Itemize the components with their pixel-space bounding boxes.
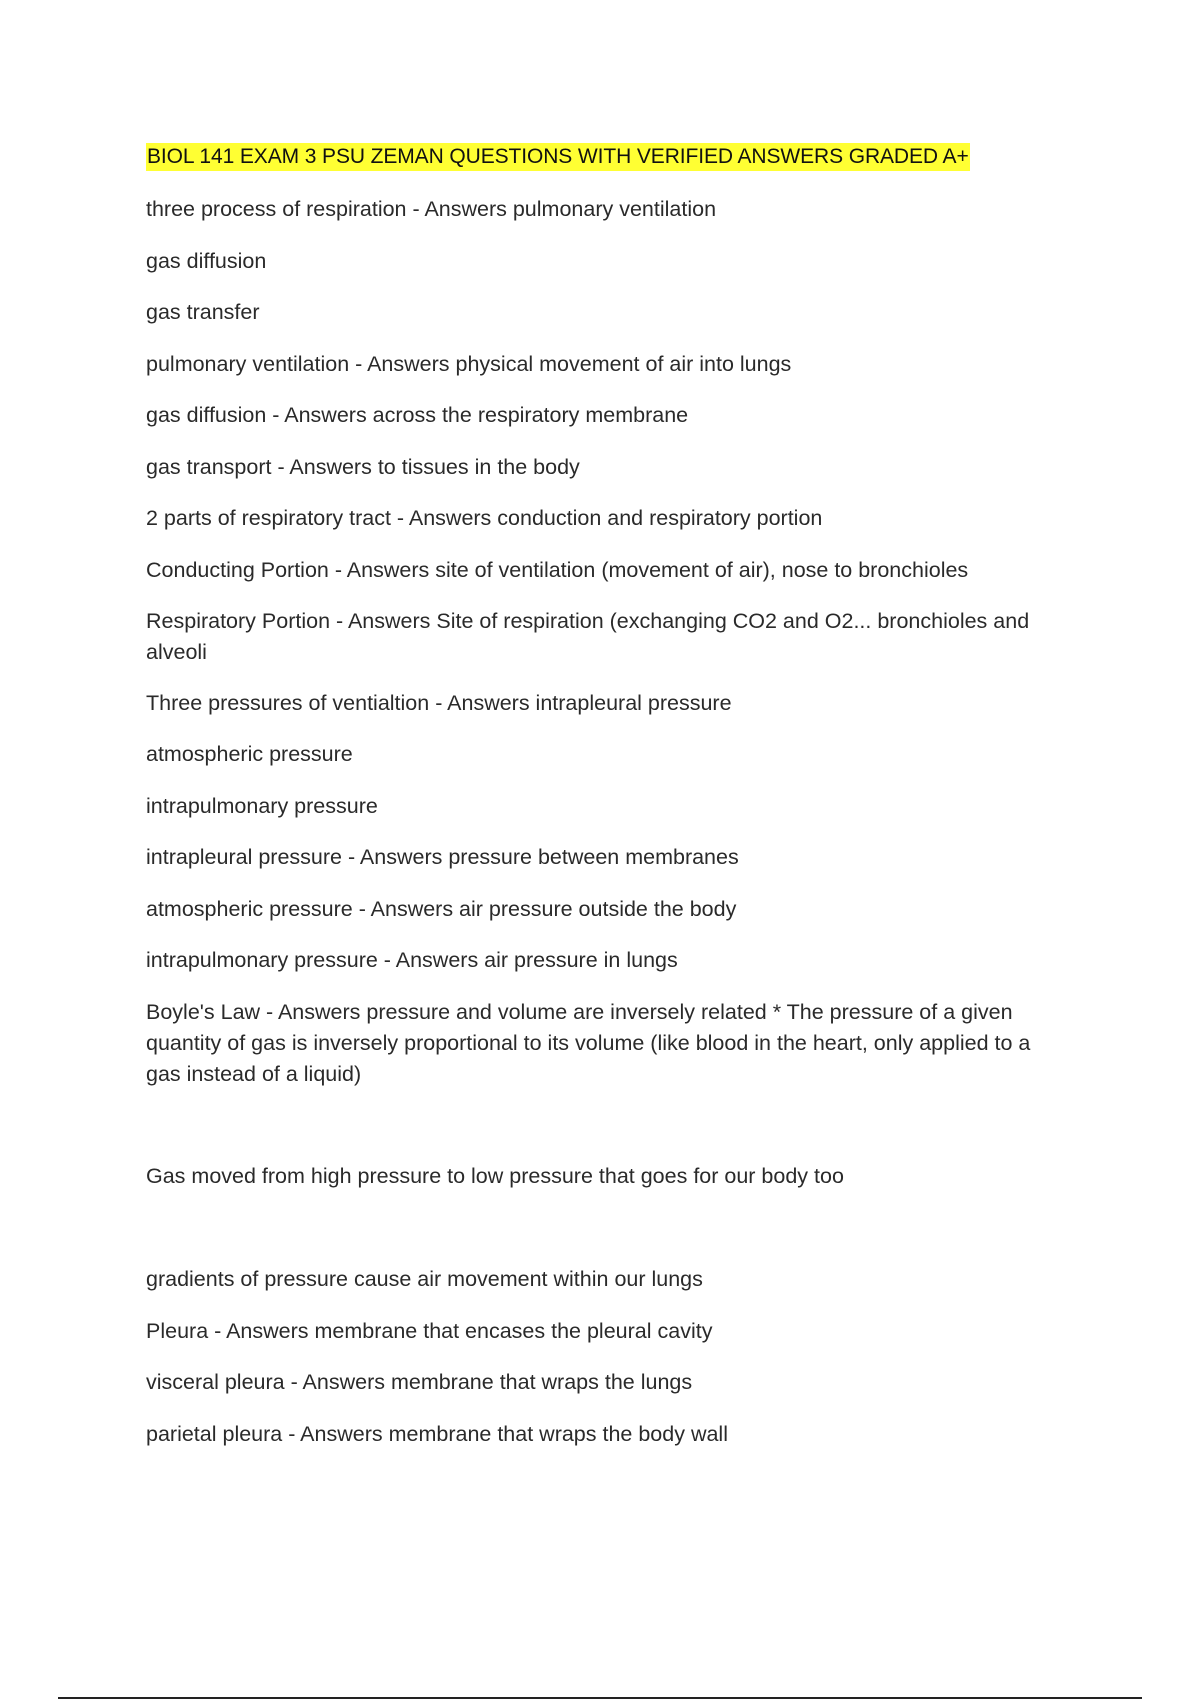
text-line-respiration-processes: three process of respiration - Answers pulmonary ventilation <box>146 197 717 221</box>
text-line-pleura: Pleura - Answers membrane that encases the pleural cavity <box>146 1319 713 1343</box>
text-line-respiratory-tract-parts: 2 parts of respiratory tract - Answers conduction and respiratory portion <box>146 506 823 530</box>
text-line-three-pressures: Three pressures of ventialtion - Answers intrapleural pressure <box>146 691 732 715</box>
text-line-respiratory-portion: Respiratory Portion - Answers Site of respiration (exchanging CO2 and O2... bronchioles and alveoli <box>146 609 1030 664</box>
text-line-pressure-gradients: gradients of pressure cause air movement within our lungs <box>146 1267 703 1291</box>
document-title <box>146 145 970 169</box>
text-line-visceral-pleura: visceral pleura - Answers membrane that wraps the lungs <box>146 1370 693 1394</box>
text-line-intrapulmonary-answer: intrapulmonary pressure - Answers air pressure in lungs <box>146 948 678 972</box>
highlighted-title-text: BIOL 141 EXAM 3 PSU ZEMAN QUESTIONS WITH VERIFIED ANSWERS GRADED A+ <box>146 143 970 171</box>
text-line-atmospheric-pressure: atmospheric pressure <box>146 742 353 766</box>
text-line-gas-transport: gas transport - Answers to tissues in the body <box>146 455 580 479</box>
text-line-gas-transfer: gas transfer <box>146 300 260 324</box>
text-line-parietal-pleura: parietal pleura - Answers membrane that wraps the body wall <box>146 1422 728 1446</box>
footer-divider <box>58 1697 1142 1699</box>
text-line-gas-movement: Gas moved from high pressure to low pressure that goes for our body too <box>146 1164 844 1188</box>
text-line-boyles-law: Boyle's Law - Answers pressure and volume are inversely related * The pressure of a given quantity of gas is inversely proportional to its volume (like blood in the heart, only applied to a gas instead of a liquid) <box>146 1000 1031 1086</box>
text-line-atmospheric-answer: atmospheric pressure - Answers air pressure outside the body <box>146 897 737 921</box>
text-line-intrapulmonary-pressure: intrapulmonary pressure <box>146 794 378 818</box>
text-line-gas-diffusion: gas diffusion <box>146 249 267 273</box>
text-line-gas-diffusion-answer: gas diffusion - Answers across the respiratory membrane <box>146 403 689 427</box>
text-line-pulmonary-ventilation: pulmonary ventilation - Answers physical movement of air into lungs <box>146 352 792 376</box>
text-line-intrapleural-answer: intrapleural pressure - Answers pressure between membranes <box>146 845 739 869</box>
text-line-conducting-portion: Conducting Portion - Answers site of ventilation (movement of air), nose to bronchioles <box>146 558 969 582</box>
